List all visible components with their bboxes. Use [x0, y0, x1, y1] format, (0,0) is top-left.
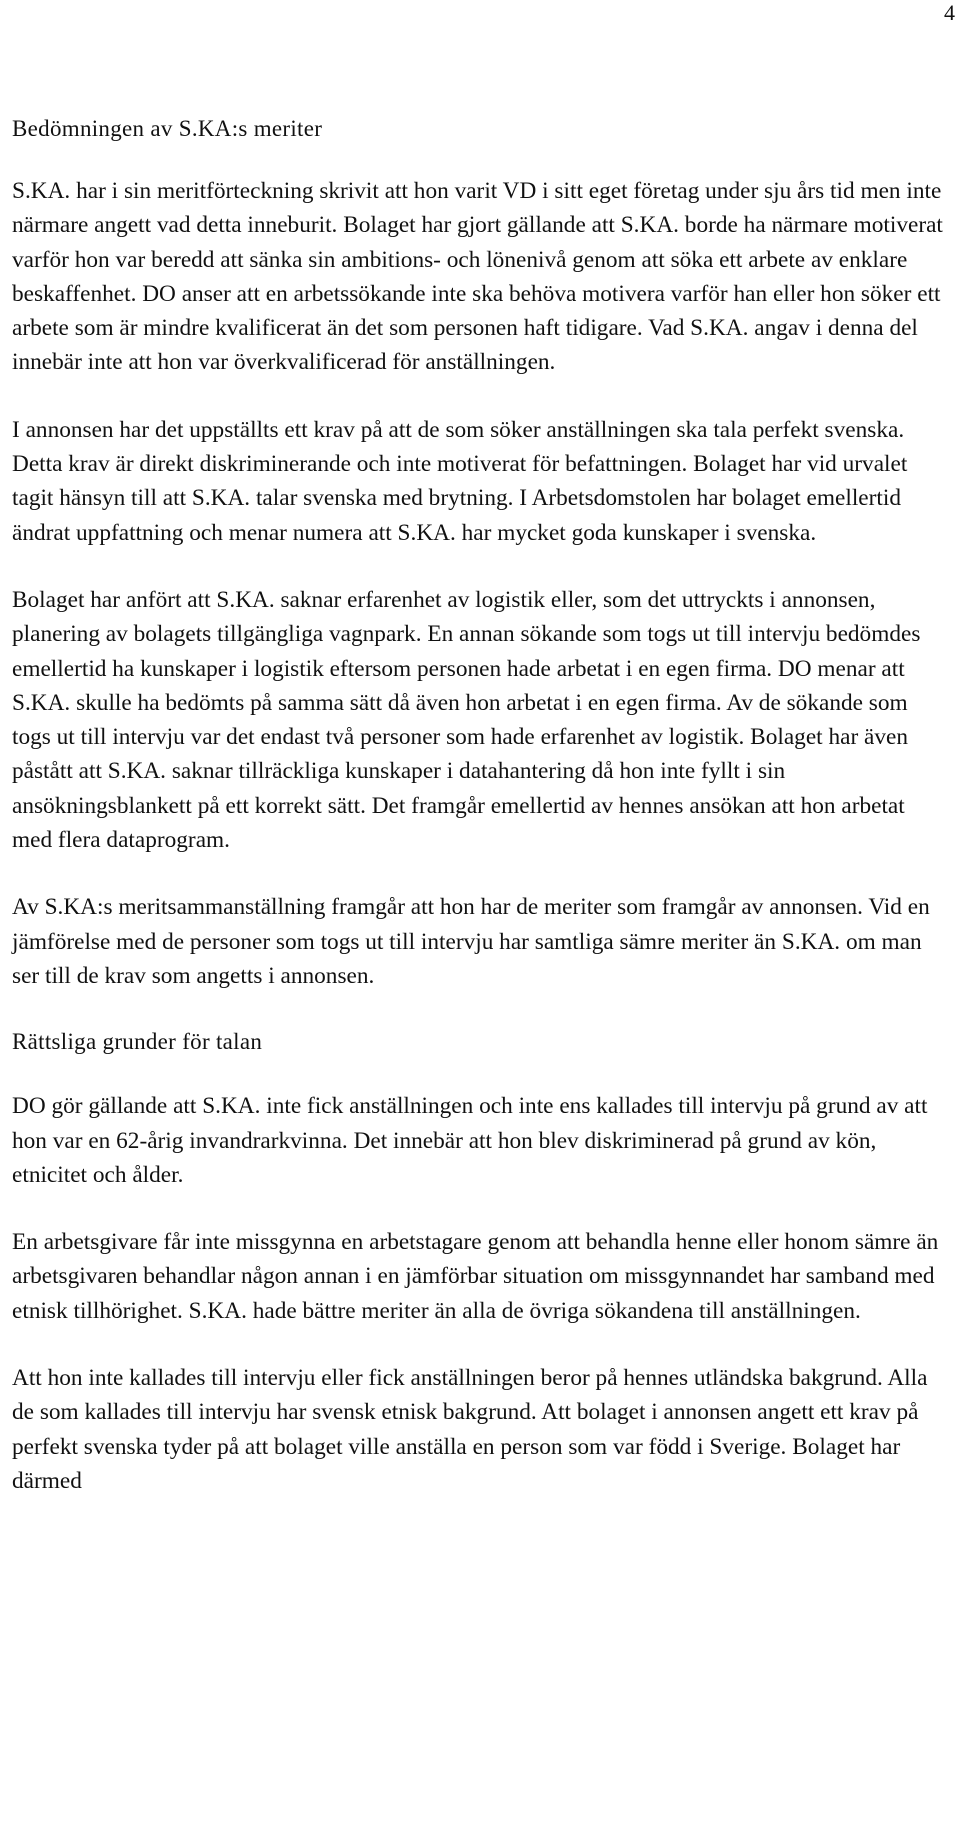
- document-body: [12, 112, 948, 1531]
- paragraph-legal-3: Att hon inte kallades till intervju eller fick anställningen beror på hennes utländska bakgrund. Alla de som kallades till intervju har svensk etnisk bakgrund. Att bolaget i annonsen angett ett krav på perfekt svenska tyder på att bolaget ville anställa en person som var född i Sverige. Bolaget har därmed: [12, 1365, 928, 1494]
- paragraph-merits-1: S.KA. har i sin meritförteckning skrivit att hon varit VD i sitt eget företag under sju års tid men inte närmare angett vad detta inneburit. Bolaget har gjort gällande att S.KA. borde ha närmare motiverat varför hon var beredd att sänka sin ambitions- och lönenivå genom att söka ett arbete av enklare beskaffenhet. DO anser att en arbetssökande inte ska behöva motivera varför han eller hon söker ett arbete som är mindre kvalificerat än det som personen haft tidigare. Vad S.KA. angav i denna del innebär inte att hon var överkvalificerad för anställningen.: [12, 178, 943, 376]
- paragraph-merits-2: I annonsen har det uppställts ett krav på att de som söker anställningen ska tala perfekt svenska. Detta krav är direkt diskriminerande och inte motiverat för befattningen. Bolaget har vid urvalet tagit hänsyn till att S.KA. talar svenska med brytning. I Arbetsdomstolen har bolaget emellertid ändrat uppfattning och menar numera att S.KA. har mycket goda kunskaper i svenska.: [12, 416, 908, 546]
- page-number: 4: [944, 0, 955, 25]
- paragraph-merits-3: Bolaget har anfört att S.KA. saknar erfarenhet av logistik eller, som det uttryckts i annonsen, planering av bolagets tillgängliga vagnpark. En annan sökande som togs ut till intervju bedömdes emellertid ha kunskaper i logistik eftersom personen hade arbetat i en egen firma. DO menar att S.KA. skulle ha bedömts på samma sätt då även hon arbetat i en egen firma. Av de sökande som togs ut till intervju var det endast två personer som hade erfarenhet av logistik. Bolaget har även påstått att S.KA. saknar tillräckliga kunskaper i datahantering då hon inte fyllt i sin ansökningsblankett på ett korrekt sätt. Det framgår emellertid av hennes ansökan att hon arbetat med flera dataprogram.: [12, 586, 921, 854]
- paragraph-legal-1: DO gör gällande att S.KA. inte fick anställningen och inte ens kallades till intervju på grund av att hon var en 62-årig invandrarkvinna. Det innebär att hon blev diskriminerad på grund av kön, etnicitet och ålder.: [12, 1093, 928, 1188]
- section-heading-legal-grounds: Rättsliga grunder för talan: [12, 1029, 263, 1055]
- paragraph-merits-4: Av S.KA:s meritsammanställning framgår att hon har de meriter som framgår av annonsen. Vid en jämförelse med de personer som togs ut till intervju har samtliga sämre meriter än S.KA. om man ser till de krav som angetts i annonsen.: [12, 894, 930, 989]
- section-heading-merits: Bedömningen av S.KA:s meriter: [12, 116, 323, 141]
- paragraph-legal-2: En arbetsgivare får inte missgynna en arbetstagare genom att behandla henne eller honom sämre än arbetsgivaren behandlar någon annan i en jämförbar situation om missgynnandet har samband med etnisk tillhörighet. S.KA. hade bättre meriter än alla de övriga sökandena till anställningen.: [12, 1229, 939, 1324]
